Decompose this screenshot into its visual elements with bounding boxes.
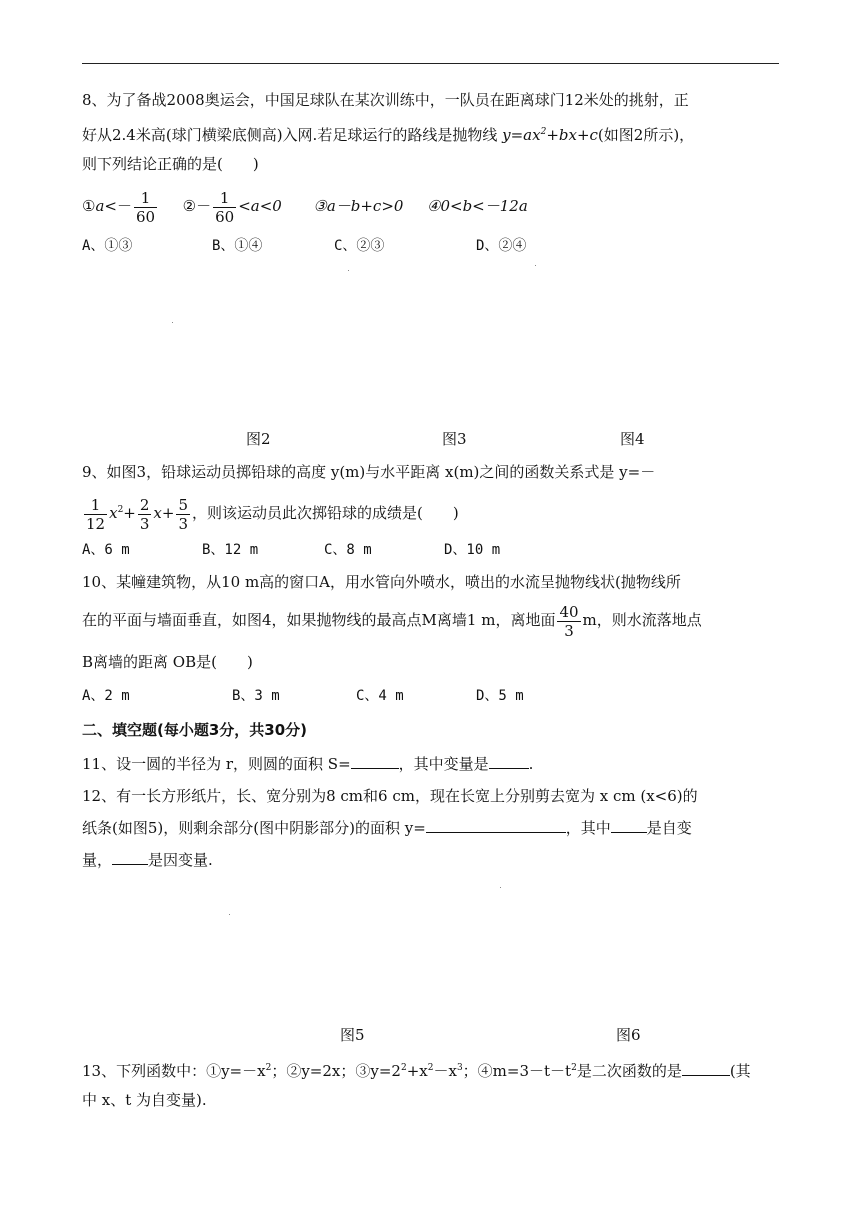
answer-blank[interactable] — [611, 818, 647, 833]
q8-line3: 则下列结论正确的是( ) — [82, 155, 259, 173]
q9-option-c: C、8 m — [324, 542, 372, 558]
section-heading: 二、填空题(每小题3分，共30分) — [82, 721, 308, 739]
q10-line1: 10、某幢建筑物，从10 m高的窗口A，用水管向外喷水，喷出的水流呈抛物线状(抛物线所 — [82, 573, 681, 591]
scan-speck — [500, 887, 501, 888]
figure-3-caption: 图3 — [442, 430, 467, 448]
scan-speck — [172, 322, 173, 323]
q9-formula-line: $\frac{1}{12}$ $x^2+$ $\frac{2}{3}$ x+ $\frac{5}{3}$ ，则该运动员此次掷铅球的成绩是( ) — [86, 495, 459, 533]
q9-option-b: B、12 m — [202, 542, 259, 558]
header-rule — [82, 63, 779, 64]
scan-speck — [535, 265, 536, 266]
fraction-2-3: $\frac{2}{3}$ — [139, 495, 150, 533]
q9-option-d: D、10 m — [444, 542, 501, 558]
q11-line: 11、设一圆的半径为 r，则圆的面积 S= ，其中变量是 . — [82, 755, 534, 773]
scan-speck — [229, 914, 230, 915]
q12-line1: 12、有一长方形纸片，长、宽分别为8 cm和6 cm，现在长宽上分别剪去宽为 x cm (x<6)的 — [82, 787, 698, 805]
q13-line1: 13、下列函数中：$①y=-x^2$；②y=2x；$③y=2^2+x^2-x^3$；$④m=3-t-t^2$是二次函数的是 (其 — [82, 1062, 751, 1080]
answer-blank[interactable] — [351, 754, 399, 769]
fraction-1-12: $\frac{1}{12}$ — [86, 495, 106, 533]
answer-blank[interactable] — [112, 850, 148, 865]
q10-option-d: D、5 m — [476, 688, 524, 704]
figure-5-caption: 图5 — [340, 1026, 365, 1044]
q8-option-b: B、①④ — [212, 238, 263, 254]
figure-4-caption: 图4 — [620, 430, 645, 448]
q8-statements: ①a<－ $\frac{1}{60}$ ②－ $\frac{1}{60}$ <a<0 ③a－b+c>0 ④0<b<－12a — [82, 188, 528, 226]
q8-option-d: D、②④ — [476, 238, 527, 254]
q10-line3: B离墙的距离 OB是( ) — [82, 653, 253, 671]
q12-line3: 量， 是因变量. — [82, 851, 213, 869]
q10-option-b: B、3 m — [232, 688, 280, 704]
q10-option-c: C、4 m — [356, 688, 404, 704]
q8-line2: 好从2.4米高(球门横梁底侧高)入网.若足球运行的路线是抛物线 $y=ax^2+bx+c$(如图2所示)， — [82, 126, 695, 144]
q8-option-c: C、②③ — [334, 238, 385, 254]
figure-2-caption: 图2 — [246, 430, 271, 448]
q8-line1: 8、为了备战2008奥运会，中国足球队在某次训练中，一队员在距离球门12米处的挑射，正 — [82, 91, 689, 109]
fraction-40-3: $\frac{40}{3}$ — [559, 602, 579, 640]
fraction-5-3: $\frac{5}{3}$ — [178, 495, 189, 533]
q10-option-a: A、2 m — [82, 688, 130, 704]
fraction-1-60: $\frac{1}{60}$ — [135, 188, 156, 226]
q9-option-a: A、6 m — [82, 542, 130, 558]
parabola-formula: $y=ax^2+bx+c$ — [502, 126, 598, 144]
q8-option-a: A、①③ — [82, 238, 133, 254]
answer-blank[interactable] — [426, 818, 566, 833]
fraction-1-60-b: $\frac{1}{60}$ — [215, 188, 235, 226]
answer-blank[interactable] — [489, 754, 529, 769]
q12-line2: 纸条(如图5)，则剩余部分(图中阴影部分)的面积 y= ，其中 是自变 — [82, 819, 692, 837]
q13-line2: 中 x、t 为自变量). — [82, 1091, 207, 1109]
q10-line2: 在的平面与墙面垂直，如图4，如果抛物线的最高点M离墙1 m，离地面 $\frac{40}{3}$ m，则水流落地点 — [82, 602, 702, 640]
scan-speck — [348, 270, 349, 271]
q9-line1: 9、如图3，铅球运动员掷铅球的高度 y(m)与水平距离 x(m)之间的函数关系式是 y=－ — [82, 463, 656, 481]
answer-blank[interactable] — [682, 1061, 730, 1076]
figure-6-caption: 图6 — [616, 1026, 641, 1044]
